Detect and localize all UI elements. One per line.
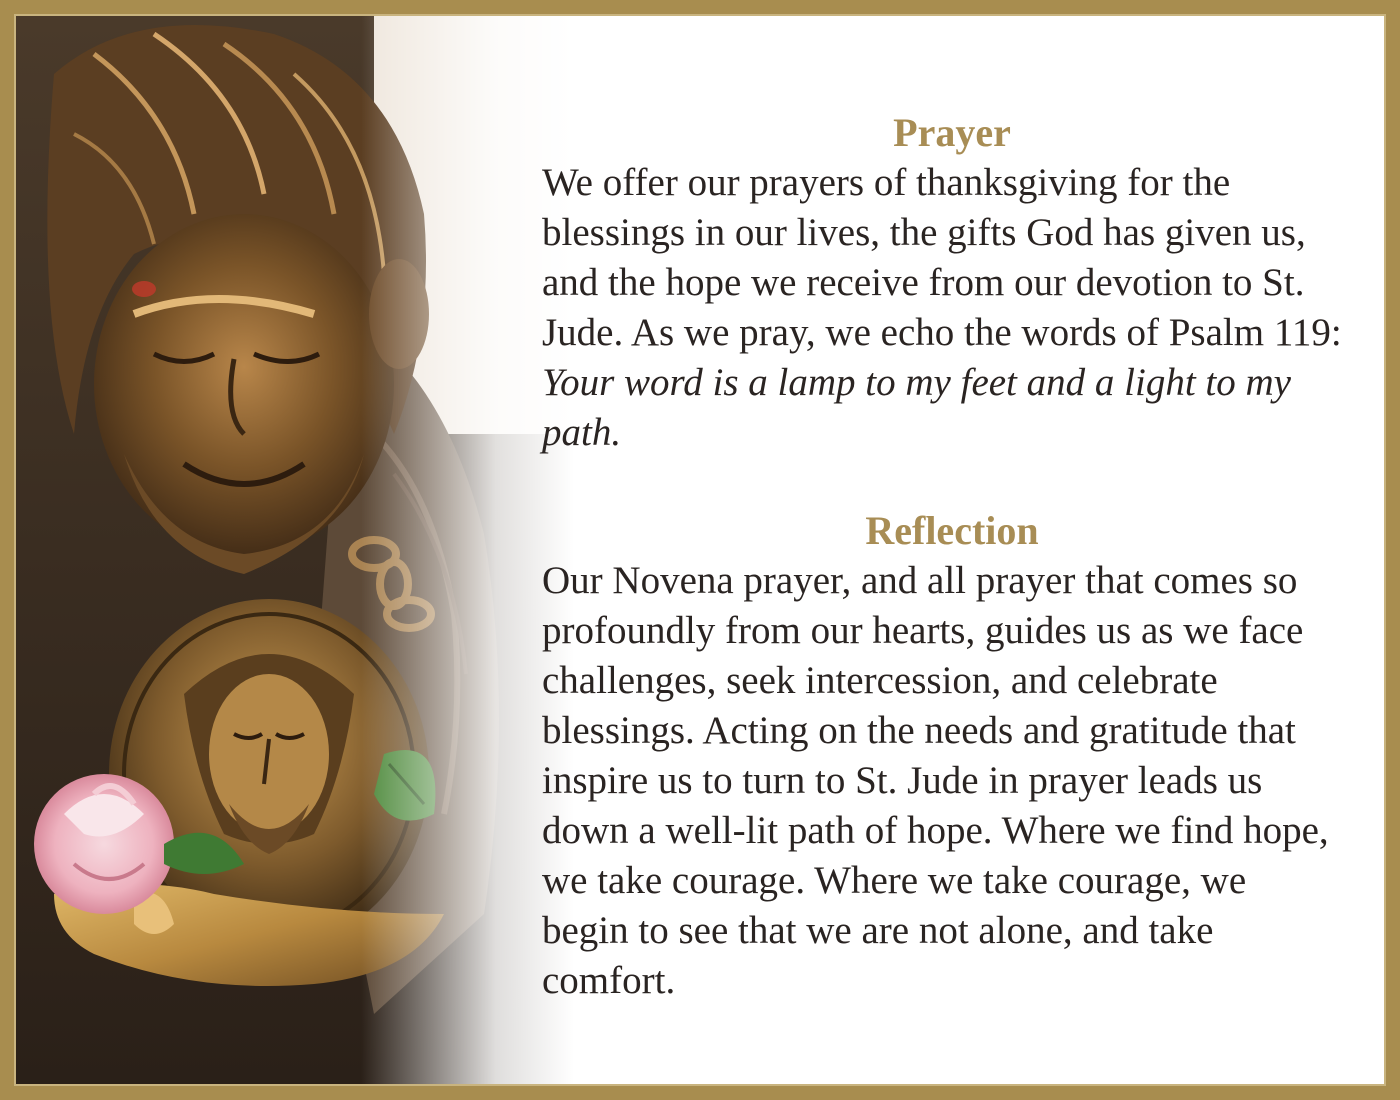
text-column bbox=[542, 108, 1342, 1006]
reflection-heading: Reflection bbox=[865, 508, 1039, 553]
psalm-quote: Your word is a lamp to my feet and a light to my path. bbox=[542, 361, 1291, 454]
reflection-body: Our Novena prayer, and all prayer that comes so profoundly from our hearts, guides us as we face challenges, seek intercession, and celebrate blessings. Acting on the needs and gratitude that inspire us to turn to St. Jude in prayer leads us down a well-lit path of hope. Where we find hope, we take courage. Where we take courage, we begin to see that we are not alone, and take comfort. bbox=[542, 559, 1329, 1002]
prayer-body bbox=[542, 158, 1342, 458]
prayer-text: We offer our prayers of thanksgiving for the blessings in our lives, the gifts God has given us, and the hope we receive from our devotion to St. Jude. As we pray, we echo the words of Psalm 119: bbox=[542, 161, 1342, 354]
st-jude-statue-image bbox=[14, 14, 574, 1086]
section-spacer bbox=[542, 458, 1342, 506]
prayer-heading: Prayer bbox=[893, 110, 1011, 155]
